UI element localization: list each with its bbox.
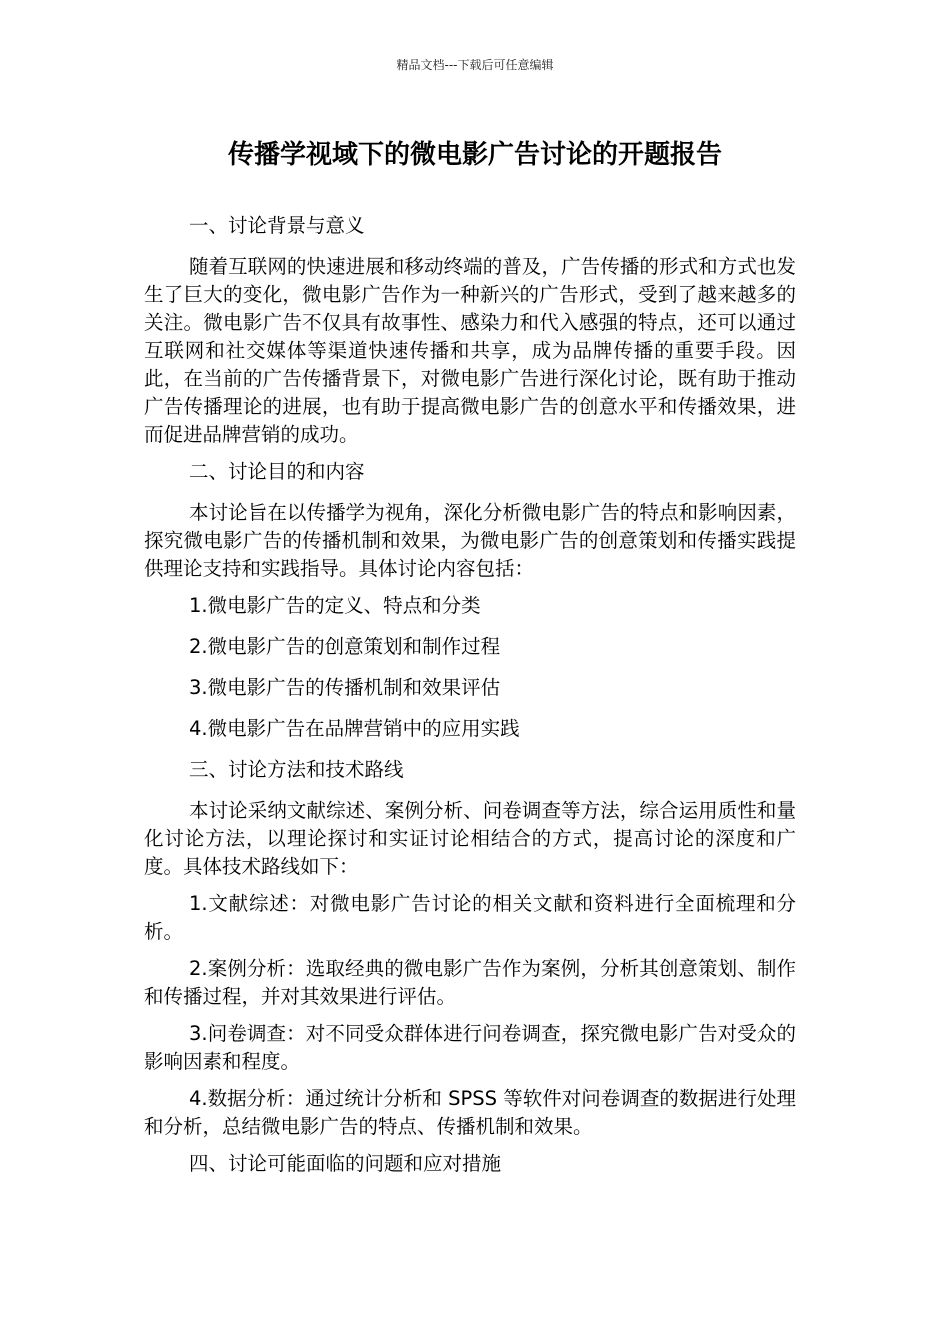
paragraph-methods: 本讨论采纳文献综述、案例分析、问卷调查等方法，综合运用质性和量化讨论方法，以理论探讨和实证讨论相结合的方式，提高讨论的深度和广度。具体技术路线如下： (144, 799, 796, 878)
header-note: 精品文档---下载后可任意编辑 (396, 58, 554, 72)
method-step: 1.文献综述：对微电影广告讨论的相关文献和资料进行全面梳理和分析。 (144, 892, 796, 943)
paragraph-purpose: 本讨论旨在以传播学为视角，深化分析微电影广告的特点和影响因素，探究微电影广告的传播机制和效果，为微电影广告的创意策划和传播实践提供理论支持和实践指导。具体讨论内容包括： (144, 501, 796, 580)
method-step: 3.问卷调查：对不同受众群体进行问卷调查，探究微电影广告对受众的影响因素和程度。 (144, 1022, 796, 1073)
method-step: 2.案例分析：选取经典的微电影广告作为案例，分析其创意策划、制作和传播过程，并对其效果进行评估。 (144, 957, 796, 1008)
list-item: 3.微电影广告的传播机制和效果评估 (189, 676, 501, 699)
document-title: 传播学视域下的微电影广告讨论的开题报告 (227, 140, 722, 170)
paragraph-background: 随着互联网的快速进展和移动终端的普及，广告传播的形式和方式也发生了巨大的变化，微电影广告作为一种新兴的广告形式，受到了越来越多的关注。微电影广告不仅具有故事性、感染力和代入感强的特点，还可以通过互联网和社交媒体等渠道快速传播和共享，成为品牌传播的重要手段。因此，在当前的广告传播背景下，对微电影广告进行深化讨论，既有助于推动广告传播理论的进展，也有助于提高微电影广告的创意水平和传播效果，进而促进品牌营销的成功。 (144, 255, 796, 446)
section-heading-background: 一、讨论背景与意义 (189, 214, 365, 237)
document-body (144, 212, 796, 1191)
section-heading-purpose: 二、讨论目的和内容 (189, 460, 365, 483)
list-item: 4.微电影广告在品牌营销中的应用实践 (189, 717, 520, 740)
method-step: 4.数据分析：通过统计分析和 SPSS 等软件对问卷调查的数据进行处理和分析，总结微电影广告的特点、传播机制和效果。 (144, 1087, 796, 1138)
section-heading-problems: 四、讨论可能面临的问题和应对措施 (189, 1152, 502, 1175)
list-item: 2.微电影广告的创意策划和制作过程 (189, 635, 501, 658)
list-item: 1.微电影广告的定义、特点和分类 (189, 594, 481, 617)
section-heading-methods: 三、讨论方法和技术路线 (189, 758, 404, 781)
